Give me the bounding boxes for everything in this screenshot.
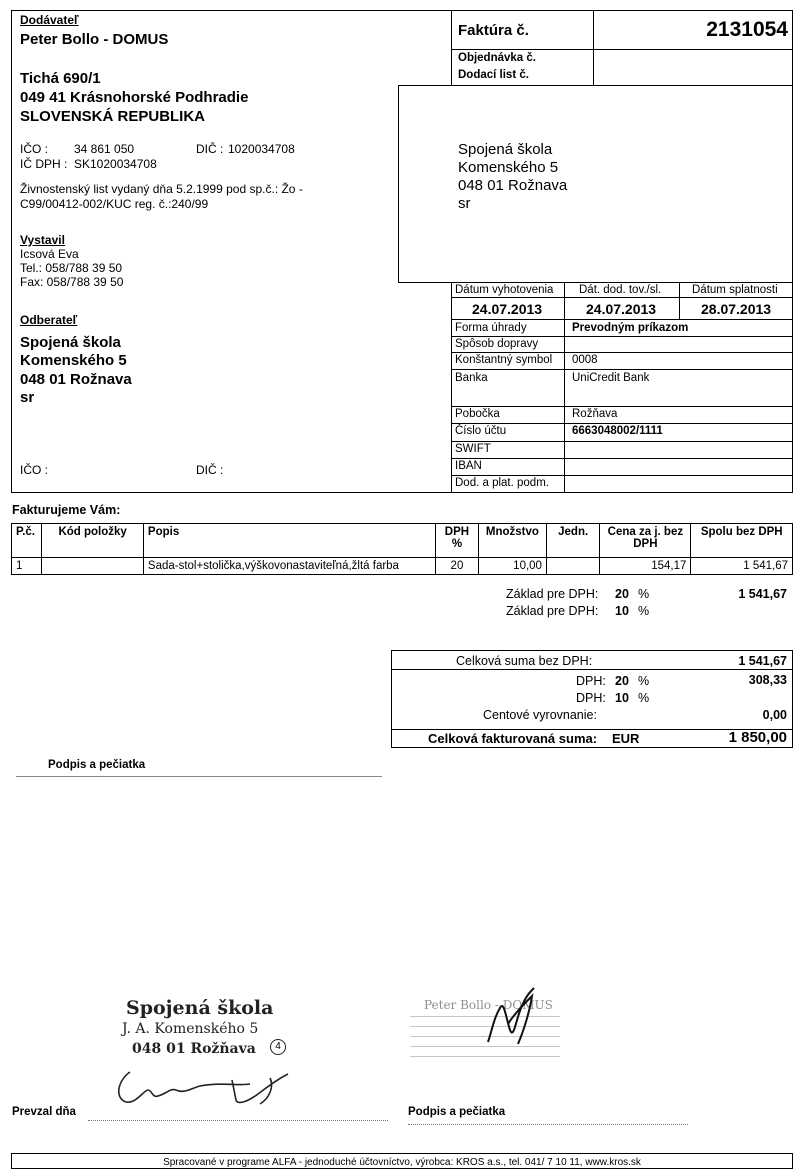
address-window <box>398 85 793 283</box>
address-country: sr <box>458 195 471 212</box>
vat-base-pct-2: % <box>638 604 650 618</box>
account-label: Číslo účtu <box>455 425 507 437</box>
invoice-label: Faktúra č. <box>458 22 529 39</box>
supplier-dic-label: DIČ : <box>196 142 224 156</box>
iban-label: IBAN <box>455 460 482 472</box>
supplier-name: Peter Bollo - DOMUS <box>20 31 169 48</box>
address-street: Komenského 5 <box>458 159 559 176</box>
bank: UniCredit Bank <box>572 372 650 384</box>
account: 6663048002/1111 <box>572 425 663 437</box>
rounding-value: 0,00 <box>762 708 787 722</box>
col-price: Cena za j. bez DPH <box>600 524 691 558</box>
sum-value: 1 541,67 <box>738 654 787 668</box>
received-label: Prevzal dňa <box>12 1106 76 1118</box>
stamp-left-mark: 4 <box>270 1039 286 1055</box>
constant-symbol: 0008 <box>572 354 598 366</box>
vat-label-2: DPH: <box>576 691 606 705</box>
vat-pct-1: % <box>638 674 650 688</box>
grand-currency: EUR <box>612 731 640 746</box>
signature-label-bottom: Podpis a pečiatka <box>408 1106 506 1118</box>
customer-ico-label: IČO : <box>20 463 49 477</box>
vat-base-value-1: 1 541,67 <box>738 587 787 601</box>
address-name: Spojená škola <box>458 141 553 158</box>
col-desc: Popis <box>143 524 435 558</box>
swift-label: SWIFT <box>455 443 491 455</box>
vat-value-1: 308,33 <box>748 673 787 687</box>
transport-label: Spôsob dopravy <box>455 338 539 350</box>
issuer-name: Icsová Eva <box>20 247 79 261</box>
col-code: Kód položky <box>42 524 144 558</box>
issuer-heading: Vystavil <box>20 233 65 247</box>
supplier-street: Tichá 690/1 <box>20 70 101 87</box>
grand-value: 1 850,00 <box>728 729 787 746</box>
address-city: 048 01 Rožnava <box>458 177 568 194</box>
payment-method: Prevodným príkazom <box>572 322 689 334</box>
supply-date: 24.07.2013 <box>586 301 657 317</box>
row-vat: 20 <box>435 558 478 575</box>
issuer-tel: Tel.: 058/788 39 50 <box>20 261 123 275</box>
row-qty: 10,00 <box>478 558 546 575</box>
col-pc: P.č. <box>12 524 42 558</box>
col-unit: Jedn. <box>546 524 599 558</box>
invoice-number: 2131054 <box>706 18 788 41</box>
customer-street: Komenského 5 <box>20 352 127 369</box>
sum-label: Celková suma bez DPH: <box>456 654 593 668</box>
customer-heading: Odberateľ <box>20 313 78 327</box>
col-vat: DPH % <box>435 524 478 558</box>
vat-base-label-2: Základ pre DPH: <box>506 604 599 618</box>
table-row <box>12 558 793 575</box>
row-unit <box>546 558 599 575</box>
vat-label-1: DPH: <box>576 674 606 688</box>
due-date-label: Dátum splatnosti <box>692 284 778 296</box>
vat-rate-1: 20 <box>615 674 629 688</box>
row-price: 154,17 <box>600 558 691 575</box>
supplier-license-2: C99/00412-002/KUC reg. č.:240/99 <box>20 197 209 211</box>
payment-method-label: Forma úhrady <box>455 322 527 334</box>
items-heading: Fakturujeme Vám: <box>12 503 121 517</box>
supplier-icdph-label: IČ DPH : <box>20 157 68 171</box>
col-qty: Množstvo <box>478 524 546 558</box>
supplier-ico: 34 861 050 <box>74 142 135 156</box>
row-code <box>42 558 144 575</box>
vat-rate-2: 10 <box>615 691 629 705</box>
supplier-dic: 1020034708 <box>228 142 295 156</box>
items-table <box>11 523 793 575</box>
customer-dic-label: DIČ : <box>196 463 224 477</box>
constant-symbol-label: Konštantný symbol <box>455 354 553 366</box>
supplier-license-1: Živnostenský list vydaný dňa 5.2.1999 pod sp.č.: Žo - <box>20 182 303 196</box>
supplier-heading: Dodávateľ <box>20 13 79 27</box>
supplier-ico-label: IČO : <box>20 142 49 156</box>
vat-base-rate-2: 10 <box>615 604 629 618</box>
vat-base-pct-1: % <box>638 587 650 601</box>
footer-box <box>11 1153 793 1169</box>
vat-base-label-1: Základ pre DPH: <box>506 587 599 601</box>
issuer-fax: Fax: 058/788 39 50 <box>20 275 124 289</box>
vat-base-rate-1: 20 <box>615 587 629 601</box>
supplier-icdph: SK1020034708 <box>74 157 157 171</box>
due-date: 28.07.2013 <box>701 301 772 317</box>
delivery-label: Dodací list č. <box>458 69 529 81</box>
stamp-left-line1: Spojená škola <box>126 997 274 1019</box>
terms-label: Dod. a plat. podm. <box>455 477 549 489</box>
stamp-right-line1: Peter Bollo - DOMUS <box>424 998 553 1012</box>
customer-city: 048 01 Rožnava <box>20 371 132 388</box>
supply-date-label: Dát. dod. tov./sl. <box>579 284 662 296</box>
issue-date-label: Dátum vyhotovenia <box>455 284 554 296</box>
branch-label: Pobočka <box>455 408 500 420</box>
vat-pct-2: % <box>638 691 650 705</box>
signature-right-icon <box>470 978 560 1058</box>
customer-name: Spojená škola <box>20 334 121 351</box>
supplier-city: 049 41 Krásnohorské Podhradie <box>20 89 249 106</box>
row-desc: Sada-stol+stolička,výškovonastaviteľná,žltá farba <box>143 558 435 575</box>
footer-text: Spracované v programe ALFA - jednoduché účtovníctvo, výrobca: KROS a.s., tel. 041/ 7 10 11, www.kros.sk <box>163 1157 641 1168</box>
signature-left-icon <box>100 1060 300 1110</box>
stamp-left-line3: 048 01 Rožňava <box>132 1041 256 1057</box>
grand-label: Celková fakturovaná suma: <box>428 731 598 746</box>
customer-country: sr <box>20 389 35 406</box>
branch: Rožňava <box>572 408 618 420</box>
rounding-label: Centové vyrovnanie: <box>483 708 597 722</box>
row-total: 1 541,67 <box>691 558 793 575</box>
col-total: Spolu bez DPH <box>691 524 793 558</box>
signature-label-top: Podpis a pečiatka <box>48 759 146 771</box>
supplier-country: SLOVENSKÁ REPUBLIKA <box>20 108 206 125</box>
row-pc: 1 <box>12 558 42 575</box>
bank-label: Banka <box>455 372 488 384</box>
order-label: Objednávka č. <box>458 52 536 64</box>
issue-date: 24.07.2013 <box>472 301 543 317</box>
stamp-left-line2: J. A. Komenského 5 <box>122 1021 259 1037</box>
